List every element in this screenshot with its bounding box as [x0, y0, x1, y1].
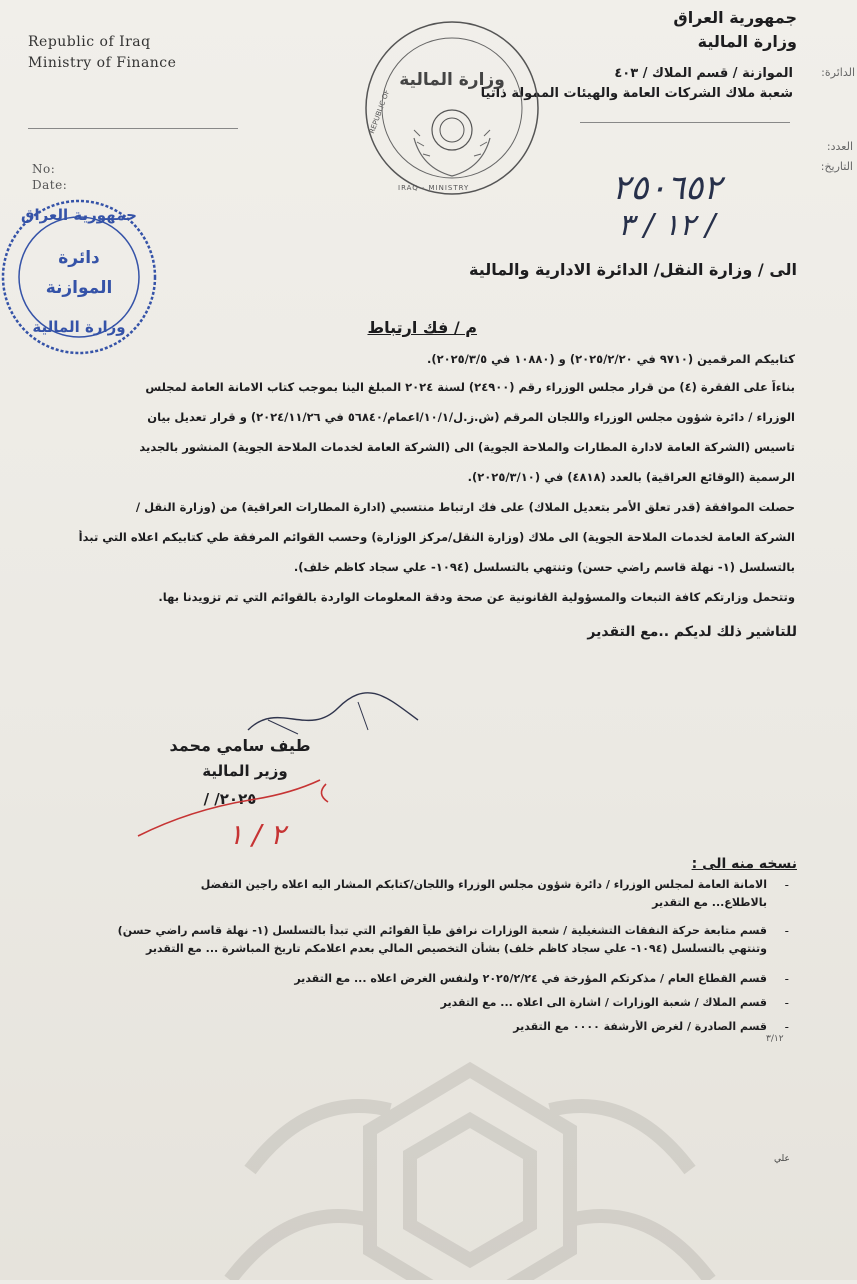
cc-item-1-line-2: بالاطلاع... مع التقدير — [652, 896, 767, 909]
seal-english-left: REPUBLIC OF — [368, 88, 392, 135]
signer-name: طيف سامي محمد — [169, 736, 311, 755]
seal-english-bottom: IRAQ · MINISTRY — [398, 184, 470, 192]
body-line-1: كتابيكم المرقمين (٩٧١٠ في ٢٠٢٥/٢/٢٠) و (١٠٨٨٠ في ٢٠٢٥/٣/٥). — [426, 352, 795, 366]
dept-line2: شعبة ملاك الشركات العامة والهيئات الممولة ذاتيا — [480, 86, 793, 101]
cc-bullet: - — [784, 924, 789, 938]
cc-item-4: قسم الملاك / شعبة الوزارات / اشارة الى اعلاه ... مع التقدير — [440, 996, 767, 1009]
number-label: العدد: — [826, 140, 853, 153]
date-label-en: Date: — [32, 178, 68, 192]
body-line-4: تاسيس (الشركة العامة لادارة المطارات والملاحة الجوية) الى (الشركة العامة لخدمات الملاحة الجوية) المنشور بالجديد — [139, 440, 795, 454]
signer-title: وزير المالية — [202, 762, 288, 780]
cc-bullet: - — [784, 878, 789, 892]
body-line-2: بناءاً على الفقرة (٤) من قرار مجلس الوزراء رقم (٢٤٩٠٠) لسنة ٢٠٢٤ المبلغ الينا بموجب كتاب الامانة العامة لمجلس — [145, 380, 795, 394]
body-line-6: حصلت الموافقة (قدر تعلق الأمر بتعديل الملاك) على فك ارتباط منتسبي (ادارة المطارات العراقية) من (وزارة النقل / — [135, 500, 795, 514]
cc-item-2-line-1: قسم متابعة حركة النفقات التشغيلية / شعبة الوزارات نرافق طياً القوائم التي تبدأ بالتسلسل (١- نهلة قاسم راضي حسن) — [117, 924, 767, 937]
handwritten-number: ٢٥٠٦٥٢ — [612, 168, 722, 208]
body-line-7: الشركة العامة لخدمات الملاحة الجوية) الى ملاك (وزارة النقل/مركز الوزارة) وحسب القوائم المرفقة طي كتابيكم اعلاه التي تبدأ — [78, 530, 795, 544]
dept-line1: الموازنة / قسم الملاك / ٤٠٣ — [614, 66, 793, 81]
body-line-8: بالتسلسل (١- نهلة قاسم راضي حسن) وتنتهي بالتسلسل (١٠٩٤- علي سجاد كاظم خلف). — [293, 560, 795, 574]
republic-ar: جمهورية العراق — [673, 8, 797, 27]
ministry-ar: وزارة المالية — [697, 32, 797, 51]
footer-note: علي — [774, 1154, 790, 1164]
cc-item-5: قسم الصادرة / لغرض الأرشفة ٠٠٠٠ مع التقدير — [513, 1020, 767, 1033]
cc-item-1-line-1: الامانة العامة لمجلس الوزراء / دائرة شؤون مجلس الوزراء واللجان/كتابكم المشار اليه اعلاه راجين التفضل — [200, 878, 767, 891]
ministry-seal — [362, 18, 542, 198]
cc-bullet: - — [784, 1020, 789, 1034]
cc-bullet: - — [784, 972, 789, 986]
header-rule-left — [28, 128, 238, 129]
header-rule-right — [580, 122, 790, 123]
recipient: الى / وزارة النقل/ الدائرة الادارية والمالية — [469, 260, 797, 279]
body-line-9: وتتحمل وزارتكم كافة التبعات والمسؤولية القانونية عن صحة ودقة المعلومات الواردة بالقوائم التي تم تزويدنا بها. — [158, 590, 795, 604]
cc-item-3: قسم القطاع العام / مذكرتكم المؤرخة في ٢٠٢٥/٢/٢٤ ولنفس الغرض اعلاه ... مع التقدير — [294, 972, 767, 985]
closing: للتاشير ذلك لديكم ..مع التقدير — [587, 624, 797, 640]
stamp-line1: جمهورية العراق — [21, 206, 137, 224]
watermark-ornament — [190, 1050, 750, 1280]
seal-arabic: وزارة المالية — [399, 70, 505, 90]
cc-item-2-line-2: وتنتهي بالتسلسل (١٠٩٤- علي سجاد كاظم خلف) بشأن التخصيص المالي بعدم اعلامكم تاريخ المباشرة ... مع التقدير — [146, 942, 767, 955]
handwritten-date: ١٢ / ٣ / — [618, 208, 716, 243]
cc-heading: نسخه منه الى : — [691, 856, 797, 872]
red-handwritten: ٢ / ١ — [228, 818, 286, 851]
republic-en: Republic of Iraq — [28, 34, 151, 50]
cc-ref: ٣/١٢ — [766, 1034, 784, 1044]
stamp-line2: دائرة — [58, 248, 100, 268]
ministry-en: Ministry of Finance — [28, 55, 177, 71]
stamp-line3: الموازنة — [45, 278, 113, 298]
no-label: No: — [32, 162, 56, 176]
body-line-3: الوزراء / دائرة شؤون مجلس الوزراء واللجان المرقم (ش.ز.ل/١٠/١/اعمام/٥٦٨٤٠ في ٢٠٢٤/١١/٢٦) و قرار تعديل بيان — [147, 410, 795, 424]
signature-date: ٢٠٢٥/ / — [203, 790, 257, 808]
body-line-5: الرسمية (الوقائع العراقية) بالعدد (٤٨١٨) في (٢٠٢٥/٣/١٠). — [467, 470, 795, 484]
subject: م / فك ارتباط — [367, 318, 477, 337]
signature-scribble — [238, 690, 428, 742]
stamp-line4: وزارة المالية — [32, 318, 126, 336]
date-label-ar: التاريخ: — [820, 160, 853, 173]
cc-bullet: - — [784, 996, 789, 1010]
dept-label: الدائرة: — [821, 66, 855, 79]
